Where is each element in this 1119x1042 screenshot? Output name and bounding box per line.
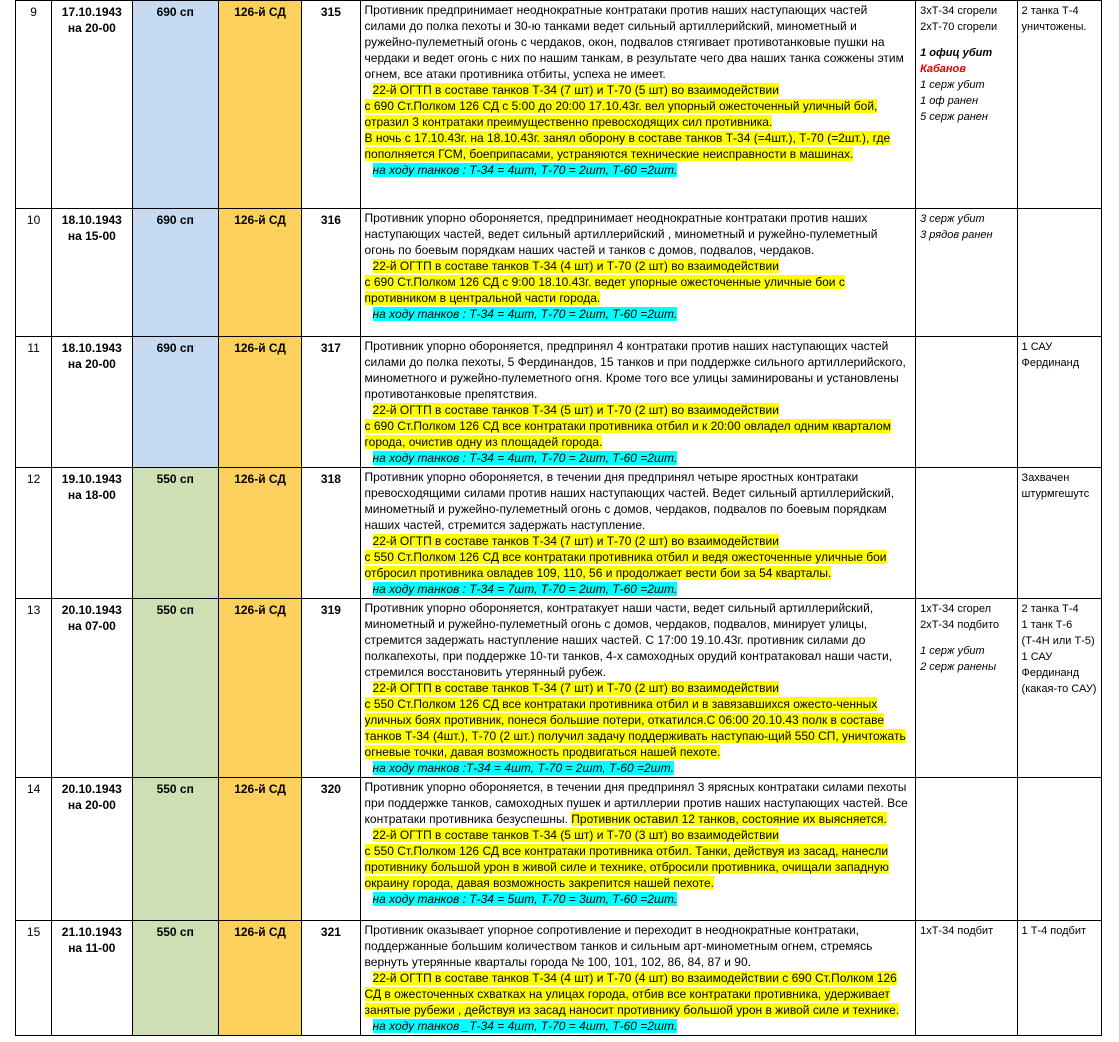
row-date: 17.10.1943 (61, 5, 122, 19)
description-intro: Противник упорно обороняется, в течении дня предпринял четыре яростных контратаки превосходящими силами против наших наступающих частей. Ведет сильный артиллерийский, минометный и ружейно-пулеметный огонь с домов, чердаков, подвалов по боевым порядкам наших частей, стремится задержать наступление. (364, 470, 895, 532)
table-row (16, 209, 1102, 337)
description-highlight-3: В ночь с 17.10.43г. на 18.10.43г. занял оборону в составе танков Т-34 (=4шт.), Т-70 (=2шт.), где пополняется ГСМ, боеприпасами, устраняются технические неисправности в машинах. (364, 131, 891, 161)
loss-item: 1 оф ранен (920, 95, 979, 107)
tanks-operational: на ходу танков : Т-34 = 4шт, Т-70 = 2шт, Т-60 =2шт. (372, 451, 678, 465)
row-unit: 690 сп (132, 209, 218, 337)
row-description (360, 1, 916, 209)
description-highlight-1: 22-й ОГТП в составе танков Т-34 (4 шт) и Т-70 (4 шт) во взаимодействии с 690 Ст.Полком 126 СД в ожесточенных схватках на улицах города, отбив все контратаки противника, удерживает занятые рубежи , действуя из засад наносит противнику большой урон в живой силе и технике. (364, 971, 900, 1017)
row-date: 18.10.1943 (61, 341, 122, 355)
description-highlight-2: с 550 Ст.Полком 126 СД все контратаки противника отбил и ведя ожесточенные уличные бои отбросил противника овладев 109, 110, 56 и продолжает вести бои за 54 кварталы. (364, 550, 887, 580)
row-date: 20.10.1943 (61, 782, 122, 796)
row-description (360, 209, 916, 337)
row-division: 126-й СД (218, 209, 301, 337)
row-datetime (52, 468, 132, 599)
row-own-losses (916, 337, 1017, 468)
description-intro: Противник упорно обороняется, предпринимает неоднократные контратаки против наших наступающих частей, ведет сильный артиллерийский , минометный и ружейно-пулеметный огонь по боевым порядкам наших частей и танков с домов, подвалов, чердаков. (364, 211, 878, 257)
row-description (360, 337, 916, 468)
enemy-loss-item: 2 танка Т-4 (1021, 603, 1079, 615)
row-number: 10 (16, 209, 52, 337)
row-enemy-losses (1017, 209, 1101, 337)
row-time: на 15-00 (67, 229, 116, 243)
row-division: 126-й СД (218, 1, 301, 209)
enemy-loss-item: Захвачен (1021, 472, 1070, 484)
row-own-losses (916, 599, 1017, 778)
loss-item: Кабанов (920, 63, 966, 75)
loss-item: 2 серж ранены (920, 661, 997, 673)
row-description (360, 778, 916, 921)
row-unit: 690 сп (132, 337, 218, 468)
row-time: на 20-00 (67, 798, 116, 812)
row-datetime (52, 921, 132, 1036)
table-row (16, 1, 1102, 209)
row-number: 9 (16, 1, 52, 209)
row-division: 126-й СД (218, 778, 301, 921)
row-date: 19.10.1943 (61, 472, 122, 486)
tanks-operational: на ходу танков : Т-34 = 4шт, Т-70 = 2шт, Т-60 =2шт. (372, 163, 678, 177)
description-highlight-2: с 690 Ст.Полком 126 СД с 5:00 до 20:00 17.10.43г. вел упорный ожесточенный уличный бой, отразил 3 контратаки преимущественно превосходящих сил противника. (364, 99, 878, 129)
description-highlight-1: 22-й ОГТП в составе танков Т-34 (7 шт) и Т-70 (2 шт) во взаимодействии (372, 534, 779, 548)
row-number: 12 (16, 468, 52, 599)
row-datetime (52, 1, 132, 209)
tanks-operational: на ходу танков : Т-34 = 5шт, Т-70 = 3шт, Т-60 =2шт. (372, 892, 678, 906)
loss-item: 2хТ-34 подбито (920, 619, 1000, 631)
row-division: 126-й СД (218, 921, 301, 1036)
row-datetime (52, 778, 132, 921)
description-intro-highlight: Противник оставил 12 танков, состояние их выясняется. (571, 812, 887, 826)
tanks-operational: на ходу танков : Т-34 = 7шт, Т-70 = 2шт, Т-60 =2шт. (372, 582, 678, 596)
row-unit: 550 сп (132, 468, 218, 599)
enemy-loss-item: штурмгешутс (1021, 488, 1090, 500)
loss-item: 1хТ-34 сгорел (920, 603, 992, 615)
row-doc-number: 320 (302, 778, 360, 921)
row-own-losses (916, 209, 1017, 337)
description-intro: Противник оказывает упорное сопротивление и переходит в неоднократные контратаки, поддержанные большим количеством танков и сильным арт-минометным огнем, стремясь вернуть утерянные кварталы города № 100, 101, 102, 86, 84, 87 и 90. (364, 923, 873, 969)
enemy-loss-item: (какая-то САУ) (1021, 683, 1097, 695)
enemy-loss-item: 1 танк Т-6 (1021, 619, 1073, 631)
loss-item: 3 рядов ранен (920, 229, 993, 241)
row-datetime (52, 209, 132, 337)
description-highlight-1: 22-й ОГТП в составе танков Т-34 (5 шт) и Т-70 (3 шт) во взаимодействии (372, 828, 779, 842)
row-description (360, 921, 916, 1036)
enemy-loss-item: Фердинанд (1021, 357, 1080, 369)
row-division: 126-й СД (218, 468, 301, 599)
loss-item: 1 серж убит (920, 79, 985, 91)
row-number: 14 (16, 778, 52, 921)
row-division: 126-й СД (218, 337, 301, 468)
row-enemy-losses (1017, 468, 1101, 599)
loss-item: 1 офиц убит (920, 47, 993, 59)
row-unit: 690 сп (132, 1, 218, 209)
enemy-loss-item: 1 САУ (1021, 341, 1053, 353)
row-number: 11 (16, 337, 52, 468)
row-datetime (52, 599, 132, 778)
tanks-operational: на ходу танков _Т-34 = 4шт, Т-70 = 4шт, Т-60 =2шт. (372, 1019, 678, 1033)
enemy-loss-item: 2 танка Т-4 (1021, 5, 1079, 17)
tanks-operational: на ходу танков :Т-34 = 4шт, Т-70 = 2шт, Т-60 =2шт. (372, 761, 674, 775)
row-time: на 07-00 (67, 619, 116, 633)
row-description (360, 468, 916, 599)
description-highlight-2: с 690 Ст.Полком 126 СД все контратаки противника отбил и к 20:00 овладел одним кварталом города, очистив одну из площадей города. (364, 419, 892, 449)
enemy-loss-item: уничтожены. (1021, 21, 1087, 33)
row-doc-number: 315 (302, 1, 360, 209)
description-intro: Противник предпринимает неоднократные контратаки против наших наступающих частей силами до полка пехоты и 30-ю танками ведет сильный артиллерийский, минометный и ружейно-пулеметный огонь с чердаков, окон, подвалов стягивает противотанковые пушки на чердаки и ведет огонь с них по нашим танкам, в результате чего два наших танка сожжены этим огнем, все атаки противника отбиты, успеха не имеет. (364, 3, 904, 81)
enemy-loss-item: Фердинанд (1021, 667, 1080, 679)
loss-item: 5 серж ранен (920, 111, 988, 123)
loss-item: 2хТ-70 сгорели (920, 21, 998, 33)
row-enemy-losses (1017, 599, 1101, 778)
loss-item: 3 серж убит (920, 213, 985, 225)
row-enemy-losses (1017, 778, 1101, 921)
row-enemy-losses (1017, 921, 1101, 1036)
row-own-losses (916, 1, 1017, 209)
loss-item: 1хТ-34 подбит (920, 925, 994, 937)
row-number: 13 (16, 599, 52, 778)
row-date: 21.10.1943 (61, 925, 122, 939)
table-row (16, 599, 1102, 778)
row-unit: 550 сп (132, 778, 218, 921)
loss-item: 3хТ-34 сгорели (920, 5, 998, 17)
description-intro: Противник упорно обороняется, в течении дня предпринял 3 ярясных контратаки силами пехоты при поддержке танков, самоходных пушек и артиллерии против наших наступающих частей. Все контратаки противника безуспешны. (364, 780, 908, 826)
row-doc-number: 317 (302, 337, 360, 468)
description-intro: Противник упорно обороняется, предпринял 4 контратаки против наших наступающих частей силами до полка пехоты, 5 Фердинандов, 15 танков и при поддержке сильного артиллерийского, минометного и ружейно-пулеметного огня. Кроме того все улицы заминированы и установлены противотанковые препятствия. (364, 339, 906, 401)
row-division: 126-й СД (218, 599, 301, 778)
description-intro: Противник упорно обороняется, контратакует наши части, ведет сильный артиллерийский, минометный и ружейно-пулеметный огонь с домов, чердаков, подвалов, минирует улицы, стремится задержать наступление наших частей. С 17:00 19.10.43г. противник силами до полкапехоты, при поддержке 10-ти танков, 4-х самоходных орудий контратаковал наши части, стремился восстановить утерянный рубеж. (364, 601, 893, 679)
row-time: на 11-00 (68, 941, 116, 955)
row-own-losses (916, 468, 1017, 599)
row-enemy-losses (1017, 1, 1101, 209)
table-row (16, 778, 1102, 921)
row-date: 18.10.1943 (61, 213, 122, 227)
table-row (16, 468, 1102, 599)
enemy-loss-item: (Т-4Н или Т-5) (1021, 635, 1095, 647)
row-time: на 20-00 (67, 21, 116, 35)
row-unit: 550 сп (132, 599, 218, 778)
description-highlight-2: с 690 Ст.Полком 126 СД с 9:00 18.10.43г. ведет упорные ожесточенные уличные бои с противником в центральной части города. (364, 275, 845, 305)
row-description (360, 599, 916, 778)
row-time: на 20-00 (67, 357, 116, 371)
table-row (16, 921, 1102, 1036)
loss-item: 1 серж убит (920, 645, 985, 657)
enemy-loss-item: 1 САУ (1021, 651, 1053, 663)
row-doc-number: 316 (302, 209, 360, 337)
table-row (16, 337, 1102, 468)
enemy-loss-item: 1 Т-4 подбит (1021, 925, 1087, 937)
description-highlight-1: 22-й ОГТП в составе танков Т-34 (7 шт) и Т-70 (2 шт) во взаимодействии (372, 681, 779, 695)
description-highlight-1: 22-й ОГТП в составе танков Т-34 (4 шт) и Т-70 (2 шт) во взаимодействии (372, 259, 779, 273)
row-own-losses (916, 921, 1017, 1036)
row-doc-number: 321 (302, 921, 360, 1036)
description-highlight-2: с 550 Ст.Полком 126 СД все контратаки противника отбил. Танки, действуя из засад, нанесли противнику большой урон в живой силе и технике, отбросили противника, очищали западную окраину города, давая возможность закрепится нашей пехоте. (364, 844, 889, 890)
combat-log-table (15, 0, 1102, 1036)
description-highlight-1: 22-й ОГТП в составе танков Т-34 (7 шт) и Т-70 (5 шт) во взаимодействии (372, 83, 779, 97)
row-enemy-losses (1017, 337, 1101, 468)
row-number: 15 (16, 921, 52, 1036)
row-unit: 550 сп (132, 921, 218, 1036)
row-doc-number: 319 (302, 599, 360, 778)
row-own-losses (916, 778, 1017, 921)
row-datetime (52, 337, 132, 468)
description-highlight-1: 22-й ОГТП в составе танков Т-34 (5 шт) и Т-70 (2 шт) во взаимодействии (372, 403, 779, 417)
description-highlight-2: с 550 Ст.Полком 126 СД все контратаки противника отбил и в завязавшихся ожесто-ченных уличных боях противник, понеся большие потери, откатился.С 06:00 20.10.43 полк в составе танков Т-34 (4шт.), Т-70 (2 шт.) получил задачу поддерживать наступаю-щий 550 СП, уничтожать огневые точки, давая возможность продвигаться нашей пехоте. (364, 697, 906, 759)
row-date: 20.10.1943 (61, 603, 122, 617)
row-time: на 18-00 (67, 488, 116, 502)
tanks-operational: на ходу танков : Т-34 = 4шт, Т-70 = 2шт, Т-60 =2шт. (372, 307, 678, 321)
row-doc-number: 318 (302, 468, 360, 599)
